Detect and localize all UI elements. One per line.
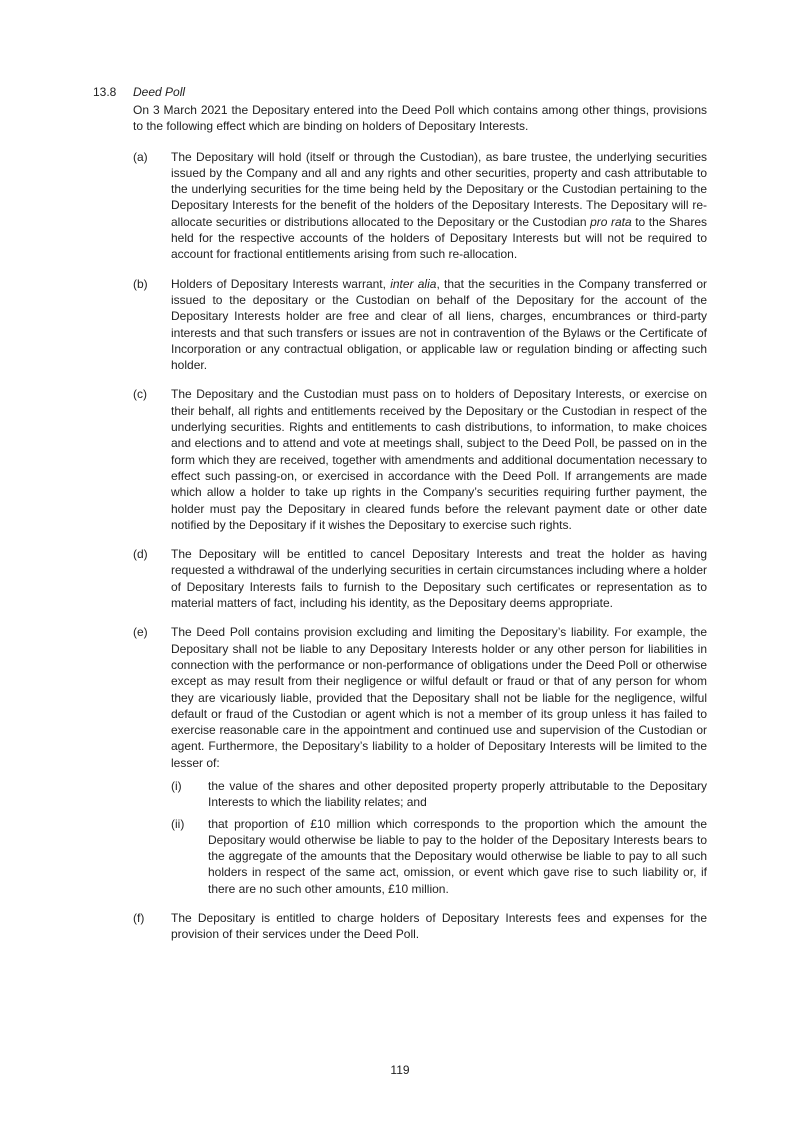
sub-item-label: (ii) <box>171 816 185 831</box>
sub-item-i <box>171 778 707 811</box>
item-text-part: Holders of Depositary Interests warrant, <box>171 276 391 291</box>
item-label: (b) <box>133 276 148 291</box>
item-text: The Depositary is entitled to charge holders of Depositary Interests fees and expenses for the provision of their services under the Deed Poll. <box>171 911 707 942</box>
italic-term: inter alia <box>390 276 437 291</box>
list-item-a <box>133 149 707 263</box>
sub-item-text: that proportion of £10 million which corresponds to the proportion which the amount the Depositary would otherwise be liable to pay to the holder of the Depositary Interests bears to the aggregate of the amounts that the Depositary would otherwise be liable to pay to all such holders in respect of the same act, omission, or event which gave rise to such liability or, if there are no such other amounts, £10 million. <box>208 816 707 896</box>
list-item-c <box>133 386 707 533</box>
list-item-f <box>133 910 707 943</box>
italic-term: pro rata <box>590 214 632 229</box>
section-content <box>133 102 707 956</box>
sub-item-label: (i) <box>171 778 182 793</box>
item-text-part: , that the securities in the Company transferred or issued to the depositary or the Custodian on behalf of the Depositary for the account of the Depositary Interests holder are free and clear of all liens, charges, encumbrances or third-party interests and that such transfers or issues are not in contravention of the Bylaws or the Certificate of Incorporation or any contractual obligation, or applicable law or regulation binding or affecting such holder. <box>171 276 707 373</box>
item-text: The Deed Poll contains provision excluding and limiting the Depositary’s liability. For example, the Depositary shall not be liable to any Depositary Interests holder or any other person for liabilities in connection with the performance or non-performance of obligations under the Deed Poll or otherwise except as may result from their negligence or wilful default or fraud or that of any person for whom they are vicariously liable, provided that the Depositary shall not be liable for the negligence, wilful default or fraud of the Custodian or agent which is not a member of its group unless it has failed to exercise reasonable care in the appointment and continued use and supervision of the Custodian or agent. Furthermore, the Depositary’s liability to a holder of Depositary Interests will be limited to the lesser of: <box>171 625 707 770</box>
item-text <box>171 149 707 263</box>
section-heading <box>93 84 185 100</box>
item-text: The Depositary and the Custodian must pass on to holders of Depositary Interests, or exercise on their behalf, all rights and entitlements received by the Depositary or the Custodian in respect of the underlying securities. Rights and entitlements to cash distributions, to information, to make choices and elections and to attend and vote at meetings shall, subject to the Deed Poll, be passed on in the form which they are received, together with amendments and additional documentation necessary to effect such passing-on, or exercised in accordance with the Deed Poll. If arrangements are made which allow a holder to take up rights in the Company’s securities requiring further payment, the holder must pay the Depositary in cleared funds before the relevant payment date or other date notified by the Depositary if it wishes the Depositary to exercise such rights. <box>171 387 707 532</box>
sub-item-text: the value of the shares and other deposited property properly attributable to the Depositary Interests to which the liability relates; and <box>208 778 707 810</box>
list-item-b <box>133 276 707 374</box>
item-text: The Depositary will be entitled to cancel Depositary Interests and treat the holder as having requested a withdrawal of the underlying securities in certain circumstances including where a holder of Depositary Interests fails to furnish to the Depositary such certificates or representation as to material matters of fact, including his identity, as the Depositary deems appropriate. <box>171 547 707 611</box>
sub-item-ii <box>171 816 707 897</box>
item-label: (a) <box>133 149 148 164</box>
item-text-part: to the Shares held for the respective accounts of the holders of Depositary Interests but will not be required to account for fractional entitlements arising from such re-allocation. <box>171 214 708 262</box>
list-item-e <box>133 624 707 897</box>
list-item-d <box>133 546 707 611</box>
item-text-part: The Depositary will hold (itself or through the Custodian), as bare trustee, the underlying securities issued by the Company and all and any rights and other securities, property and cash attributable to the underlying securities for the time being held by the Depositary or the Custodian pertaining to the Depositary Interests for the benefit of the holders of the Depositary Interests. The Depositary will re-allocate securities or distributions allocated to the Depositary or the Custodian <box>171 149 707 229</box>
item-body <box>171 624 707 897</box>
section-title: Deed Poll <box>133 85 186 99</box>
page-number: 119 <box>390 1063 410 1077</box>
section-number: 13.8 <box>93 85 117 99</box>
item-label: (f) <box>133 911 145 926</box>
intro-paragraph: On 3 March 2021 the Depositary entered into the Deed Poll which contains among other things, provisions to the following effect which are binding on holders of Depositary Interests. <box>133 103 707 134</box>
item-label: (e) <box>133 625 148 640</box>
item-label: (c) <box>133 387 147 402</box>
item-text <box>171 276 707 374</box>
item-label: (d) <box>133 547 148 562</box>
